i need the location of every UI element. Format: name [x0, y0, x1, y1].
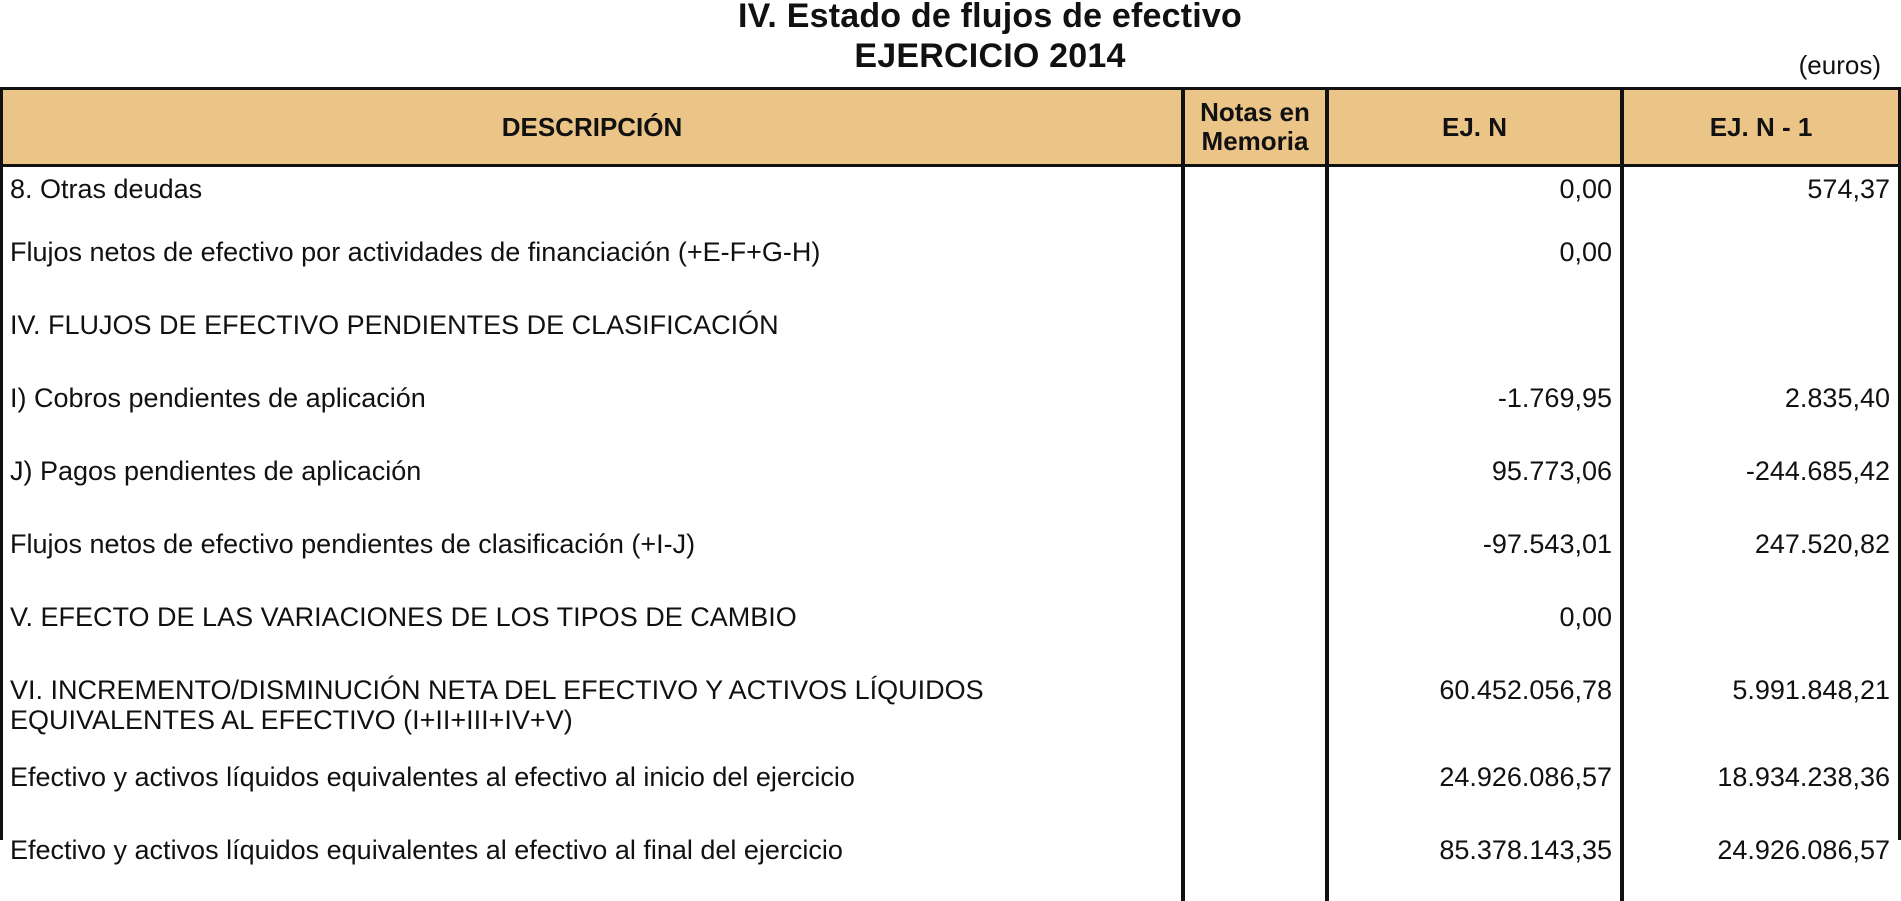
row-value-year-n1: 18.934.238,36: [1622, 755, 1898, 828]
row-value-year-n: 0,00: [1327, 230, 1622, 303]
row-description-line1: Flujos netos de efectivo pendientes de clasificación (+I-J): [10, 529, 696, 559]
report-title-block: [0, 0, 1901, 76]
table-row: [3, 522, 1898, 595]
row-description-line1: I) Cobros pendientes de aplicación: [10, 383, 426, 413]
row-value-year-n: -1.769,95: [1327, 376, 1622, 449]
table-row: [3, 595, 1898, 668]
row-notes: [1183, 668, 1327, 755]
header-notes-line1: Notas en: [1200, 97, 1310, 127]
header-description: DESCRIPCIÓN: [3, 90, 1183, 166]
table-header-row: [3, 90, 1898, 166]
row-value-year-n: -97.543,01: [1327, 522, 1622, 595]
table-row: [3, 828, 1898, 901]
report-title: IV. Estado de flujos de efectivo: [738, 0, 1242, 35]
row-notes: [1183, 376, 1327, 449]
row-value-year-n1: 5.991.848,21: [1622, 668, 1898, 755]
row-value-year-n1: [1622, 303, 1898, 376]
row-description: [3, 230, 1183, 303]
row-value-year-n: 0,00: [1327, 166, 1622, 231]
cash-flow-table: [3, 90, 1898, 901]
table-row: [3, 376, 1898, 449]
cash-flow-table-container: [0, 87, 1901, 865]
row-value-year-n1: 574,37: [1622, 166, 1898, 231]
report-subtitle: EJERCICIO 2014: [854, 37, 1126, 75]
table-row: [3, 755, 1898, 828]
header-notes-line2: Memoria: [1201, 126, 1309, 156]
row-notes: [1183, 828, 1327, 901]
row-value-year-n: 85.378.143,35: [1327, 828, 1622, 901]
row-notes: [1183, 303, 1327, 376]
table-row: [3, 230, 1898, 303]
row-description: [3, 828, 1183, 901]
row-description-line1: J) Pagos pendientes de aplicación: [10, 456, 422, 486]
row-notes: [1183, 230, 1327, 303]
header-year-n: EJ. N: [1327, 90, 1622, 166]
row-description: [3, 595, 1183, 668]
row-value-year-n1: [1622, 230, 1898, 303]
table-row: [3, 166, 1898, 231]
row-value-year-n: [1327, 303, 1622, 376]
header-year-n1: EJ. N - 1: [1622, 90, 1898, 166]
row-description-line1: VI. INCREMENTO/DISMINUCIÓN NETA DEL EFECTIVO Y ACTIVOS LÍQUIDOS: [10, 675, 984, 705]
row-notes: [1183, 166, 1327, 231]
row-value-year-n: 0,00: [1327, 595, 1622, 668]
row-value-year-n: 24.926.086,57: [1327, 755, 1622, 828]
table-row: [3, 303, 1898, 376]
row-description: [3, 755, 1183, 828]
row-description: [3, 522, 1183, 595]
row-notes: [1183, 595, 1327, 668]
row-value-year-n1: [1622, 595, 1898, 668]
row-description-line1: 8. Otras deudas: [10, 174, 203, 204]
row-notes: [1183, 755, 1327, 828]
currency-units: (euros): [1798, 50, 1881, 80]
row-notes: [1183, 449, 1327, 522]
row-description: [3, 166, 1183, 231]
row-description-line1: Flujos netos de efectivo por actividades de financiación (+E-F+G-H): [10, 237, 821, 267]
table-row: [3, 449, 1898, 522]
row-value-year-n1: 24.926.086,57: [1622, 828, 1898, 901]
row-value-year-n: 95.773,06: [1327, 449, 1622, 522]
row-description: [3, 376, 1183, 449]
row-description: [3, 303, 1183, 376]
row-notes: [1183, 522, 1327, 595]
row-description-line1: V. EFECTO DE LAS VARIACIONES DE LOS TIPOS DE CAMBIO: [10, 602, 797, 632]
row-value-year-n1: 247.520,82: [1622, 522, 1898, 595]
row-value-year-n: 60.452.056,78: [1327, 668, 1622, 755]
row-description: [3, 449, 1183, 522]
row-value-year-n1: -244.685,42: [1622, 449, 1898, 522]
header-notes: [1183, 90, 1327, 166]
row-description-line1: IV. FLUJOS DE EFECTIVO PENDIENTES DE CLASIFICACIÓN: [10, 310, 779, 340]
row-description: [3, 668, 1183, 755]
row-description-line1: Efectivo y activos líquidos equivalentes al efectivo al final del ejercicio: [10, 835, 843, 865]
row-value-year-n1: 2.835,40: [1622, 376, 1898, 449]
table-row: [3, 668, 1898, 755]
row-description-line2: EQUIVALENTES AL EFECTIVO (I+II+III+IV+V): [10, 705, 573, 735]
row-description-line1: Efectivo y activos líquidos equivalentes al efectivo al inicio del ejercicio: [10, 762, 855, 792]
